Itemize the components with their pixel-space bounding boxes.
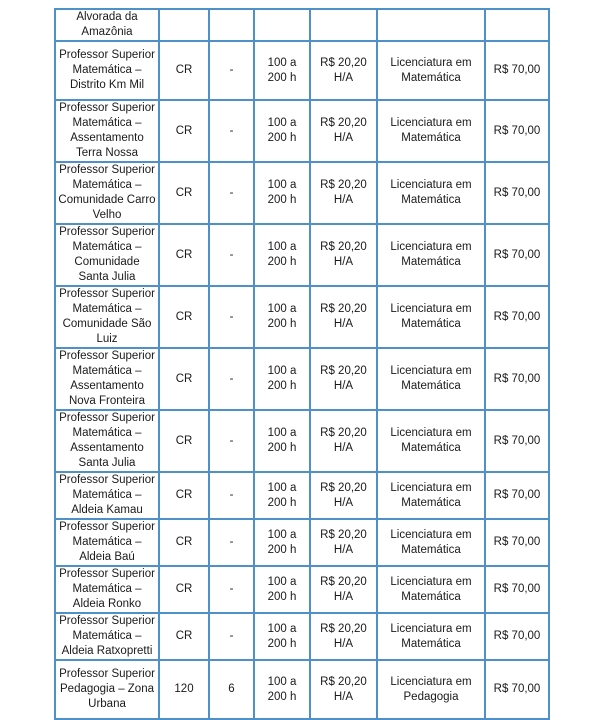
cargo-cell: Professor Superior Matemática – Aldeia Ratxopretti <box>55 613 159 660</box>
table-row <box>55 286 549 348</box>
vacancies-cell: CR <box>159 613 209 660</box>
table-row <box>55 613 549 660</box>
cargo-cell: Professor Superior Matemática – Aldeia Kamau <box>55 472 159 519</box>
workload-cell: 100 a 200 h <box>254 100 310 162</box>
workload-cell: 100 a 200 h <box>254 348 310 410</box>
cargo-cell: Professor Superior Matemática – Assentamento Nova Fronteira <box>55 348 159 410</box>
table-row <box>55 566 549 613</box>
pcd-cell: - <box>209 41 254 100</box>
empty-cell <box>485 9 549 41</box>
education-cell: Licenciatura em Matemática <box>377 286 485 348</box>
table-row <box>55 410 549 472</box>
table-row <box>55 519 549 566</box>
fee-cell: R$ 70,00 <box>485 348 549 410</box>
vacancies-cell: CR <box>159 286 209 348</box>
fee-cell: R$ 70,00 <box>485 410 549 472</box>
cargo-cell: Professor Superior Matemática – Comunidade Carro Velho <box>55 162 159 224</box>
workload-cell: 100 a 200 h <box>254 410 310 472</box>
fee-cell: R$ 70,00 <box>485 224 549 286</box>
workload-cell: 100 a 200 h <box>254 472 310 519</box>
salary-cell: R$ 20,20 H/A <box>310 566 377 613</box>
salary-cell: R$ 20,20 H/A <box>310 286 377 348</box>
vacancies-cell: 120 <box>159 660 209 719</box>
cargo-cell: Professor Superior Matemática – Aldeia Ronko <box>55 566 159 613</box>
vacancies-cell: CR <box>159 472 209 519</box>
workload-cell: 100 a 200 h <box>254 660 310 719</box>
fee-cell: R$ 70,00 <box>485 472 549 519</box>
vacancies-cell: CR <box>159 519 209 566</box>
vacancies-table-container <box>54 8 548 720</box>
table-row <box>55 100 549 162</box>
cargo-cell: Professor Superior Matemática – Aldeia Baú <box>55 519 159 566</box>
table-row <box>55 224 549 286</box>
education-cell: Licenciatura em Matemática <box>377 410 485 472</box>
vacancies-cell: CR <box>159 100 209 162</box>
workload-cell: 100 a 200 h <box>254 162 310 224</box>
education-cell: Licenciatura em Matemática <box>377 348 485 410</box>
education-cell: Licenciatura em Matemática <box>377 566 485 613</box>
pcd-cell: - <box>209 519 254 566</box>
workload-cell: 100 a 200 h <box>254 224 310 286</box>
cargo-cell: Alvorada da Amazônia <box>55 9 159 41</box>
education-cell: Licenciatura em Matemática <box>377 100 485 162</box>
education-cell: Licenciatura em Matemática <box>377 162 485 224</box>
pcd-cell: - <box>209 100 254 162</box>
table-row <box>55 348 549 410</box>
salary-cell: R$ 20,20 H/A <box>310 660 377 719</box>
salary-cell: R$ 20,20 H/A <box>310 348 377 410</box>
vacancies-cell: CR <box>159 224 209 286</box>
cargo-cell: Professor Superior Matemática – Distrito Km Mil <box>55 41 159 100</box>
salary-cell: R$ 20,20 H/A <box>310 472 377 519</box>
fee-cell: R$ 70,00 <box>485 519 549 566</box>
salary-cell: R$ 20,20 H/A <box>310 162 377 224</box>
pcd-cell: - <box>209 348 254 410</box>
empty-cell <box>254 9 310 41</box>
workload-cell: 100 a 200 h <box>254 286 310 348</box>
empty-cell <box>377 9 485 41</box>
pcd-cell: - <box>209 410 254 472</box>
workload-cell: 100 a 200 h <box>254 566 310 613</box>
salary-cell: R$ 20,20 H/A <box>310 613 377 660</box>
empty-cell <box>209 9 254 41</box>
salary-cell: R$ 20,20 H/A <box>310 224 377 286</box>
pcd-cell: - <box>209 224 254 286</box>
education-cell: Licenciatura em Matemática <box>377 472 485 519</box>
salary-cell: R$ 20,20 H/A <box>310 410 377 472</box>
salary-cell: R$ 20,20 H/A <box>310 41 377 100</box>
workload-cell: 100 a 200 h <box>254 519 310 566</box>
pcd-cell: - <box>209 472 254 519</box>
education-cell: Licenciatura em Matemática <box>377 41 485 100</box>
vacancies-cell: CR <box>159 41 209 100</box>
vacancies-cell: CR <box>159 348 209 410</box>
cargo-cell: Professor Superior Pedagogia – Zona Urbana <box>55 660 159 719</box>
workload-cell: 100 a 200 h <box>254 613 310 660</box>
fee-cell: R$ 70,00 <box>485 162 549 224</box>
cargo-cell: Professor Superior Matemática – Comunidade São Luiz <box>55 286 159 348</box>
table-row <box>55 9 549 41</box>
table-row <box>55 660 549 719</box>
pcd-cell: - <box>209 286 254 348</box>
fee-cell: R$ 70,00 <box>485 286 549 348</box>
vacancies-table <box>54 8 550 720</box>
empty-cell <box>310 9 377 41</box>
cargo-cell: Professor Superior Matemática – Comunidade Santa Julia <box>55 224 159 286</box>
vacancies-cell: CR <box>159 410 209 472</box>
table-row <box>55 472 549 519</box>
fee-cell: R$ 70,00 <box>485 41 549 100</box>
pcd-cell: 6 <box>209 660 254 719</box>
empty-cell <box>159 9 209 41</box>
pcd-cell: - <box>209 162 254 224</box>
fee-cell: R$ 70,00 <box>485 613 549 660</box>
education-cell: Licenciatura em Pedagogia <box>377 660 485 719</box>
education-cell: Licenciatura em Matemática <box>377 613 485 660</box>
vacancies-cell: CR <box>159 566 209 613</box>
pcd-cell: - <box>209 613 254 660</box>
fee-cell: R$ 70,00 <box>485 660 549 719</box>
salary-cell: R$ 20,20 H/A <box>310 100 377 162</box>
pcd-cell: - <box>209 566 254 613</box>
cargo-cell: Professor Superior Matemática – Assentamento Santa Julia <box>55 410 159 472</box>
table-row <box>55 162 549 224</box>
fee-cell: R$ 70,00 <box>485 100 549 162</box>
vacancies-cell: CR <box>159 162 209 224</box>
workload-cell: 100 a 200 h <box>254 41 310 100</box>
fee-cell: R$ 70,00 <box>485 566 549 613</box>
education-cell: Licenciatura em Matemática <box>377 224 485 286</box>
table-row <box>55 41 549 100</box>
education-cell: Licenciatura em Matemática <box>377 519 485 566</box>
cargo-cell: Professor Superior Matemática – Assentamento Terra Nossa <box>55 100 159 162</box>
salary-cell: R$ 20,20 H/A <box>310 519 377 566</box>
